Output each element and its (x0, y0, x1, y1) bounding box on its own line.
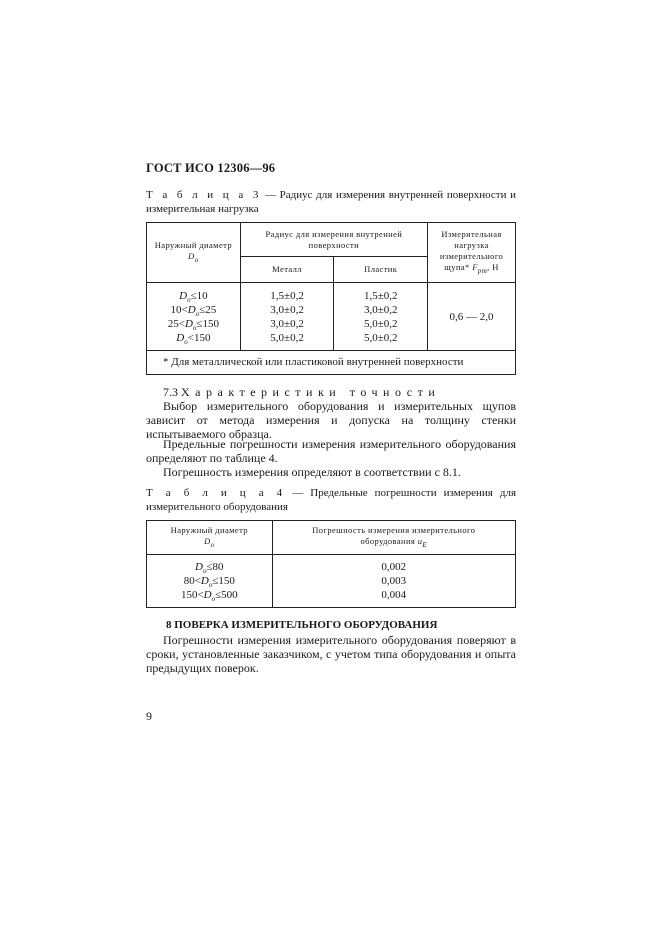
t3-diameter-column (147, 283, 241, 350)
table4-caption (146, 486, 516, 514)
section-7-3-heading (146, 385, 516, 399)
t4-diameter-column (147, 555, 273, 608)
t3-plastic-cell: 5,0±0,2 (363, 317, 398, 330)
t3-header-load-symbol: F (472, 261, 478, 272)
t3-diameter-row: $25<D_o\le 150$ (167, 317, 219, 332)
section-7-3-paragraph-2: Предельные погрешности измерения измерительного оборудования определяют по таблице 4. (146, 437, 516, 465)
t4-diameter-row: $150<D_o\le 500$ (180, 589, 238, 603)
t3-metal-column (240, 283, 334, 350)
table3-caption (146, 188, 516, 216)
t4-error-cell: 0,004 (381, 589, 407, 601)
t3-plastic-column (334, 283, 428, 350)
section-8-title: 8 ПОВЕРКА ИЗМЕРИТЕЛЬНОГО ОБОРУДОВАНИЯ (166, 619, 438, 631)
table-3 (146, 222, 516, 375)
t3-header-diameter-sub: o (194, 255, 199, 264)
t4-header-diameter-sub: o (210, 540, 215, 549)
t3-header-load-sub: pm (477, 266, 488, 275)
table4-caption-text: — Предельные погрешности измерения для измерительного оборудования (146, 487, 516, 513)
t3-diameter-row: $D_o\le 10$ (179, 289, 208, 304)
t4-header-error-sub: E (422, 540, 428, 549)
t3-header-diameter (147, 223, 241, 283)
t4-header-error-symbol: u (417, 535, 423, 546)
t3-diameter-row: $D_o<150$ (176, 331, 211, 346)
t3-header-diameter-symbol: D (188, 250, 195, 261)
t3-load-cell: 0,6 — 2,0 (428, 283, 516, 350)
section-7-3-paragraph-3: Погрешность измерения определяют в соответствии с 8.1. (163, 465, 461, 479)
section-7-3-number: 7.3 (163, 385, 181, 399)
t3-header-metal: Металл (240, 257, 334, 283)
t4-header-error-text: Погрешность измерения измерительного оборудования (312, 524, 476, 546)
t4-diameter-row: $80<D_o\le 150$ (183, 575, 235, 589)
t3-footnote: * Для металлической или пластиковой внутренней поверхности (147, 350, 516, 374)
section-7-3-title: Характеристики точности (181, 385, 441, 399)
t4-header-diameter-symbol: D (204, 535, 211, 546)
document-id: ГОСТ ИСО 12306—96 (146, 161, 276, 175)
t3-metal-cell: 3,0±0,2 (270, 317, 304, 330)
t3-diameter-row: $10<D_o\le 25$ (170, 303, 217, 318)
t4-error-cell: 0,002 (381, 561, 407, 573)
t3-header-load-unit: , Н (487, 261, 499, 272)
t3-metal-cell: 1,5±0,2 (270, 289, 304, 302)
t3-plastic-cell: 1,5±0,2 (363, 289, 398, 302)
t4-diameter-row: $D_o\le 80$ (195, 561, 224, 575)
t4-error-cell: 0,003 (381, 575, 407, 587)
t3-plastic-cell: 3,0±0,2 (363, 303, 398, 316)
t4-error-column (272, 555, 515, 608)
page-number: 9 (146, 709, 152, 723)
table3-caption-text: — Радиус для измерения внутренней поверхности и измерительная нагрузка (146, 189, 516, 215)
table3-caption-label: Т а б л и ц а 3 (146, 189, 262, 201)
t3-header-load (428, 223, 516, 283)
t3-plastic-cell: 5,0±0,2 (363, 331, 398, 344)
t3-header-load-text: Измерительная нагрузка измерительного щупа* (439, 228, 504, 272)
t4-header-diameter-text: Наружный диаметр (170, 524, 248, 535)
t3-header-plastic: Пластик (334, 257, 428, 283)
table-4 (146, 520, 516, 608)
t3-metal-cell: 3,0±0,2 (270, 303, 304, 316)
t4-header-diameter (147, 521, 273, 555)
section-7-3-paragraph-1: Выбор измерительного оборудования и измерительных щупов зависит от метода измерения и допуска на толщину стенки испытываемого образца. (146, 399, 516, 441)
table4-caption-label: Т а б л и ц а 4 (146, 487, 286, 499)
t3-header-radius: Радиус для измерения внутренней поверхности (240, 223, 427, 257)
t3-metal-cell: 5,0±0,2 (270, 331, 304, 344)
t4-header-error (272, 521, 515, 555)
section-8-paragraph-1: Погрешности измерения измерительного оборудования поверяют в сроки, установленные заказчиком, с учетом типа оборудования и опыта предыдущих поверок. (146, 633, 516, 675)
t3-header-diameter-text: Наружный диаметр (154, 239, 232, 250)
